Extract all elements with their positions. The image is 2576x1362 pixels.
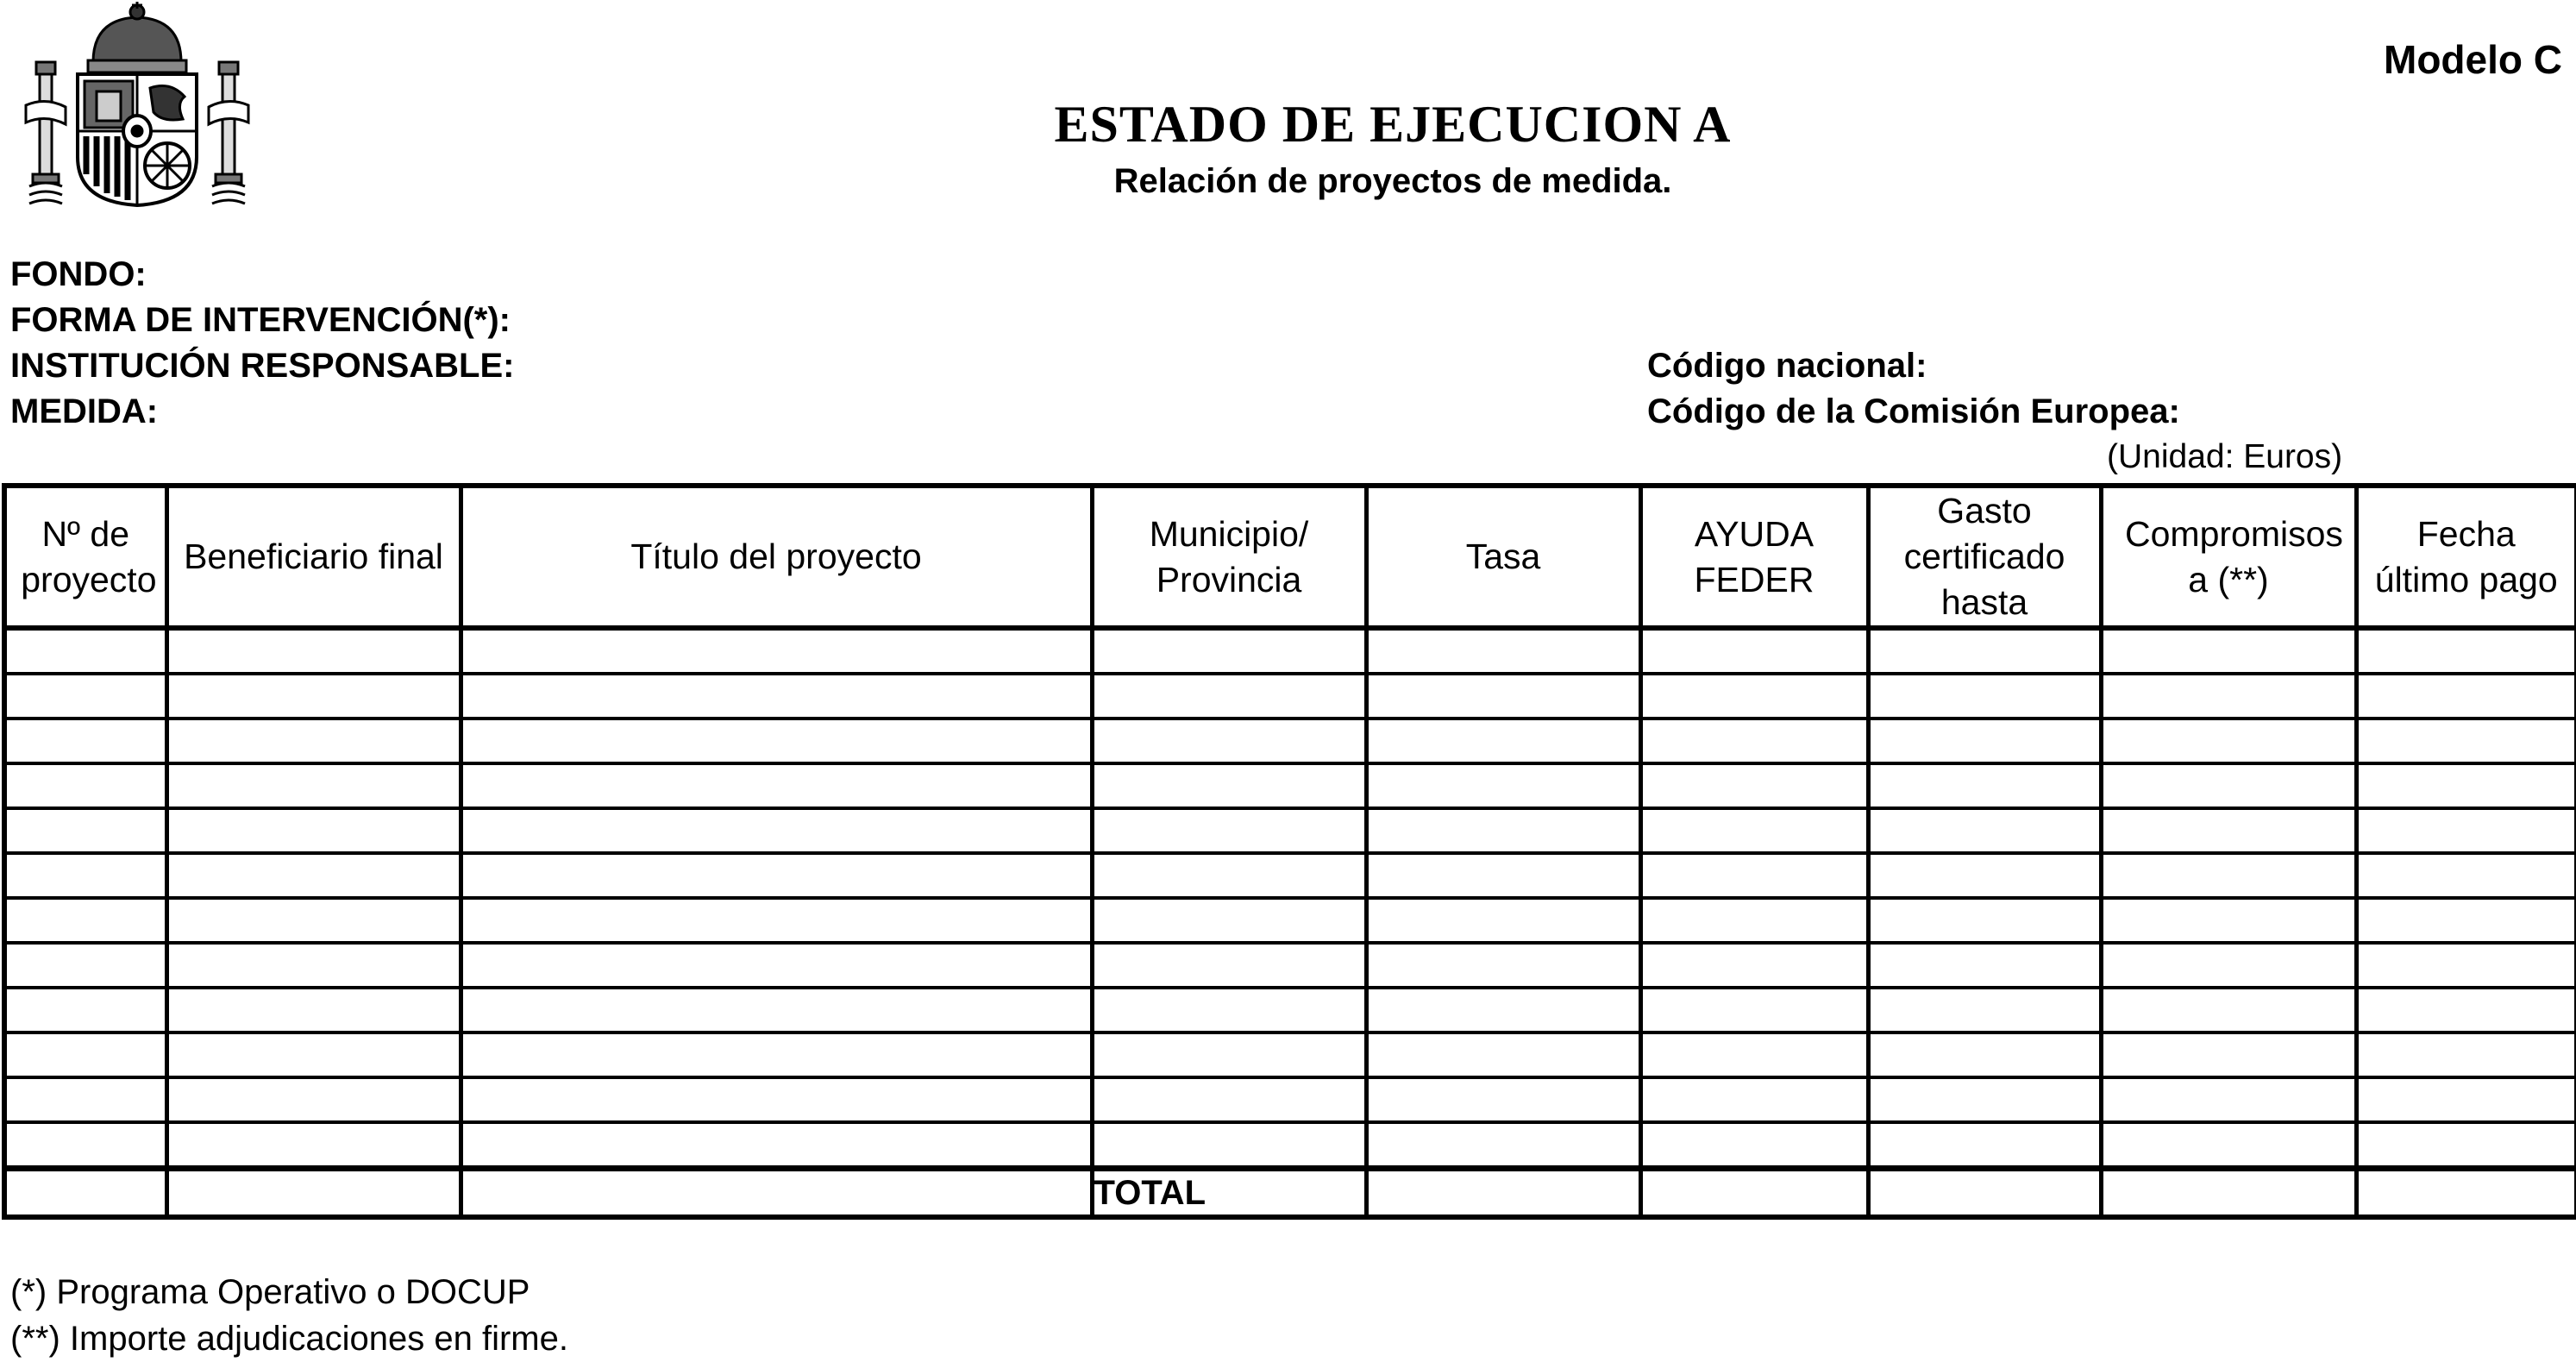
table-cell[interactable] [1366,674,1640,719]
table-cell[interactable] [166,988,461,1032]
forma-intervencion-label: FORMA DE INTERVENCIÓN(*): [10,301,511,339]
table-cell[interactable] [1366,808,1640,853]
unit-note: (Unidad: Euros) [2107,438,2343,475]
table-cell[interactable] [1092,808,1366,853]
table-cell[interactable] [2356,853,2576,898]
footnote-1: (*) Programa Operativo o DOCUP [10,1273,530,1311]
table-cell[interactable] [1640,1032,1868,1077]
table-cell[interactable] [1092,674,1366,719]
table-cell[interactable] [1868,898,2101,943]
table-cell[interactable] [1366,763,1640,808]
table-cell[interactable] [461,943,1092,988]
table-cell[interactable] [2101,763,2356,808]
column-header-ayuda-feder: AYUDA FEDER [1640,486,1868,628]
table-row [4,1032,2576,1077]
codigo-nacional-label: Código nacional: [1647,347,1927,385]
table-cell[interactable] [1640,1122,1868,1169]
table-cell[interactable] [1366,719,1640,763]
table-cell[interactable] [4,943,166,988]
table-cell[interactable] [2356,898,2576,943]
table-cell[interactable] [4,763,166,808]
table-cell[interactable] [1868,943,2101,988]
table-cell[interactable] [1868,674,2101,719]
table-cell[interactable] [1640,853,1868,898]
table-cell[interactable] [1868,628,2101,674]
table-cell[interactable] [1868,988,2101,1032]
column-header-gasto-certificado: Gasto certificado hasta [1868,486,2101,628]
table-cell[interactable] [166,898,461,943]
table-cell[interactable] [166,808,461,853]
model-label: Modelo C [2384,37,2562,82]
page-subtitle: Relación de proyectos de medida. [1113,162,1672,200]
column-header-fecha-ultimo-pago: Fecha último pago [2356,486,2576,628]
table-cell[interactable] [1640,808,1868,853]
table-cell[interactable] [4,898,166,943]
table-cell[interactable] [1092,1122,1366,1169]
table-cell[interactable] [2101,853,2356,898]
table-cell[interactable] [4,628,166,674]
table-cell[interactable] [1868,1032,2101,1077]
table-cell[interactable] [1640,1169,1868,1218]
table-cell[interactable] [461,898,1092,943]
table-cell[interactable] [461,1077,1092,1122]
table-cell[interactable] [1366,1032,1640,1077]
column-header-numero-proyecto: Nº de proyecto [4,486,166,628]
table-cell[interactable] [1092,719,1366,763]
table-cell[interactable] [2101,1032,2356,1077]
table-cell[interactable] [1640,763,1868,808]
table-cell[interactable] [166,1169,461,1218]
table-cell[interactable] [2101,808,2356,853]
table-cell[interactable] [461,674,1092,719]
table-cell[interactable] [461,853,1092,898]
table-cell[interactable] [1868,808,2101,853]
table-cell[interactable] [1092,898,1366,943]
table-cell[interactable] [1868,1122,2101,1169]
table-cell[interactable] [166,674,461,719]
page-title: ESTADO DE EJECUCION A [1054,96,1732,153]
medida-label: MEDIDA: [10,392,159,430]
projects-table [2,483,2576,1220]
table-cell[interactable] [4,1122,166,1169]
table-cell[interactable] [1868,853,2101,898]
table-cell[interactable] [4,719,166,763]
table-cell[interactable] [1366,628,1640,674]
table-cell[interactable] [2101,1169,2356,1218]
column-header-beneficiario: Beneficiario final [166,486,461,628]
table-cell[interactable] [4,1032,166,1077]
table-cell[interactable] [2356,1122,2576,1169]
column-header-titulo: Título del proyecto [461,486,1092,628]
table-cell[interactable] [2101,1122,2356,1169]
table-cell[interactable] [1640,943,1868,988]
table-row [4,674,2576,719]
table-row [4,719,2576,763]
table-cell[interactable] [1868,1077,2101,1122]
table-cell[interactable] [461,1169,1092,1218]
table-cell[interactable] [2101,719,2356,763]
table-cell[interactable] [461,1122,1092,1169]
table-cell[interactable] [1366,943,1640,988]
table-row [4,943,2576,988]
table-cell[interactable] [2101,898,2356,943]
table-cell[interactable] [1092,1032,1366,1077]
table-row [4,763,2576,808]
table-cell[interactable] [1366,988,1640,1032]
table-cell[interactable] [4,853,166,898]
table-cell[interactable] [461,1032,1092,1077]
table-cell[interactable] [1366,1122,1640,1169]
table-row [4,853,2576,898]
table-cell[interactable] [2101,988,2356,1032]
table-cell[interactable] [461,628,1092,674]
column-header-compromisos: Compromisos a (**) [2101,486,2356,628]
table-cell[interactable] [166,628,461,674]
table-cell[interactable] [4,1169,166,1218]
total-row [4,1169,2576,1218]
table-cell[interactable] [2356,808,2576,853]
table-cell[interactable] [1092,763,1366,808]
table-cell[interactable] [2356,988,2576,1032]
table-cell[interactable] [2356,628,2576,674]
table-row [4,988,2576,1032]
total-label: TOTAL [1092,1169,1366,1218]
table-cell[interactable] [1092,988,1366,1032]
footnote-2: (**) Importe adjudicaciones en firme. [10,1320,568,1358]
table-cell[interactable] [2101,943,2356,988]
table-row [4,628,2576,674]
table-cell[interactable] [1640,628,1868,674]
table-cell[interactable] [1366,853,1640,898]
table-cell[interactable] [166,1122,461,1169]
table-cell[interactable] [2356,674,2576,719]
table-cell[interactable] [166,943,461,988]
fondo-label: FONDO: [10,255,147,293]
table-cell[interactable] [4,808,166,853]
table-cell[interactable] [1868,719,2101,763]
table-cell[interactable] [4,1077,166,1122]
table-cell[interactable] [166,853,461,898]
table-body [4,628,2576,1217]
table-cell[interactable] [2356,763,2576,808]
table-cell[interactable] [1366,1077,1640,1122]
table-cell[interactable] [1092,1077,1366,1122]
table-cell[interactable] [1092,628,1366,674]
table-row [4,1077,2576,1122]
table-cell[interactable] [1366,898,1640,943]
table-cell[interactable] [166,763,461,808]
table-row [4,808,2576,853]
codigo-comision-europea-label: Código de la Comisión Europea: [1647,392,2180,430]
table-cell[interactable] [1092,943,1366,988]
table-cell[interactable] [2356,719,2576,763]
table-cell[interactable] [461,763,1092,808]
table-cell[interactable] [2101,628,2356,674]
table-cell[interactable] [461,988,1092,1032]
column-header-tasa: Tasa [1366,486,1640,628]
table-cell[interactable] [1868,1169,2101,1218]
table-cell[interactable] [166,1077,461,1122]
institucion-responsable-label: INSTITUCIÓN RESPONSABLE: [10,347,515,385]
table-cell[interactable] [1366,1169,1640,1218]
table-cell[interactable] [1640,674,1868,719]
table-cell[interactable] [2101,1077,2356,1122]
table-cell[interactable] [2101,674,2356,719]
table-cell[interactable] [2356,1077,2576,1122]
table-cell[interactable] [4,674,166,719]
table-row [4,1122,2576,1169]
table-cell[interactable] [166,1032,461,1077]
table-cell[interactable] [1640,988,1868,1032]
table-row [4,898,2576,943]
table-cell[interactable] [4,988,166,1032]
table-cell[interactable] [461,808,1092,853]
table-header-row [4,486,2576,628]
table-cell[interactable] [1640,898,1868,943]
column-header-municipio: Municipio/ Provincia [1092,486,1366,628]
table-cell[interactable] [2356,1169,2576,1218]
table-cell[interactable] [1640,1077,1868,1122]
table-cell[interactable] [2356,1032,2576,1077]
table-cell[interactable] [166,719,461,763]
table-cell[interactable] [1868,763,2101,808]
table-cell[interactable] [1092,853,1366,898]
table-cell[interactable] [461,719,1092,763]
table-cell[interactable] [1640,719,1868,763]
table-cell[interactable] [2356,943,2576,988]
